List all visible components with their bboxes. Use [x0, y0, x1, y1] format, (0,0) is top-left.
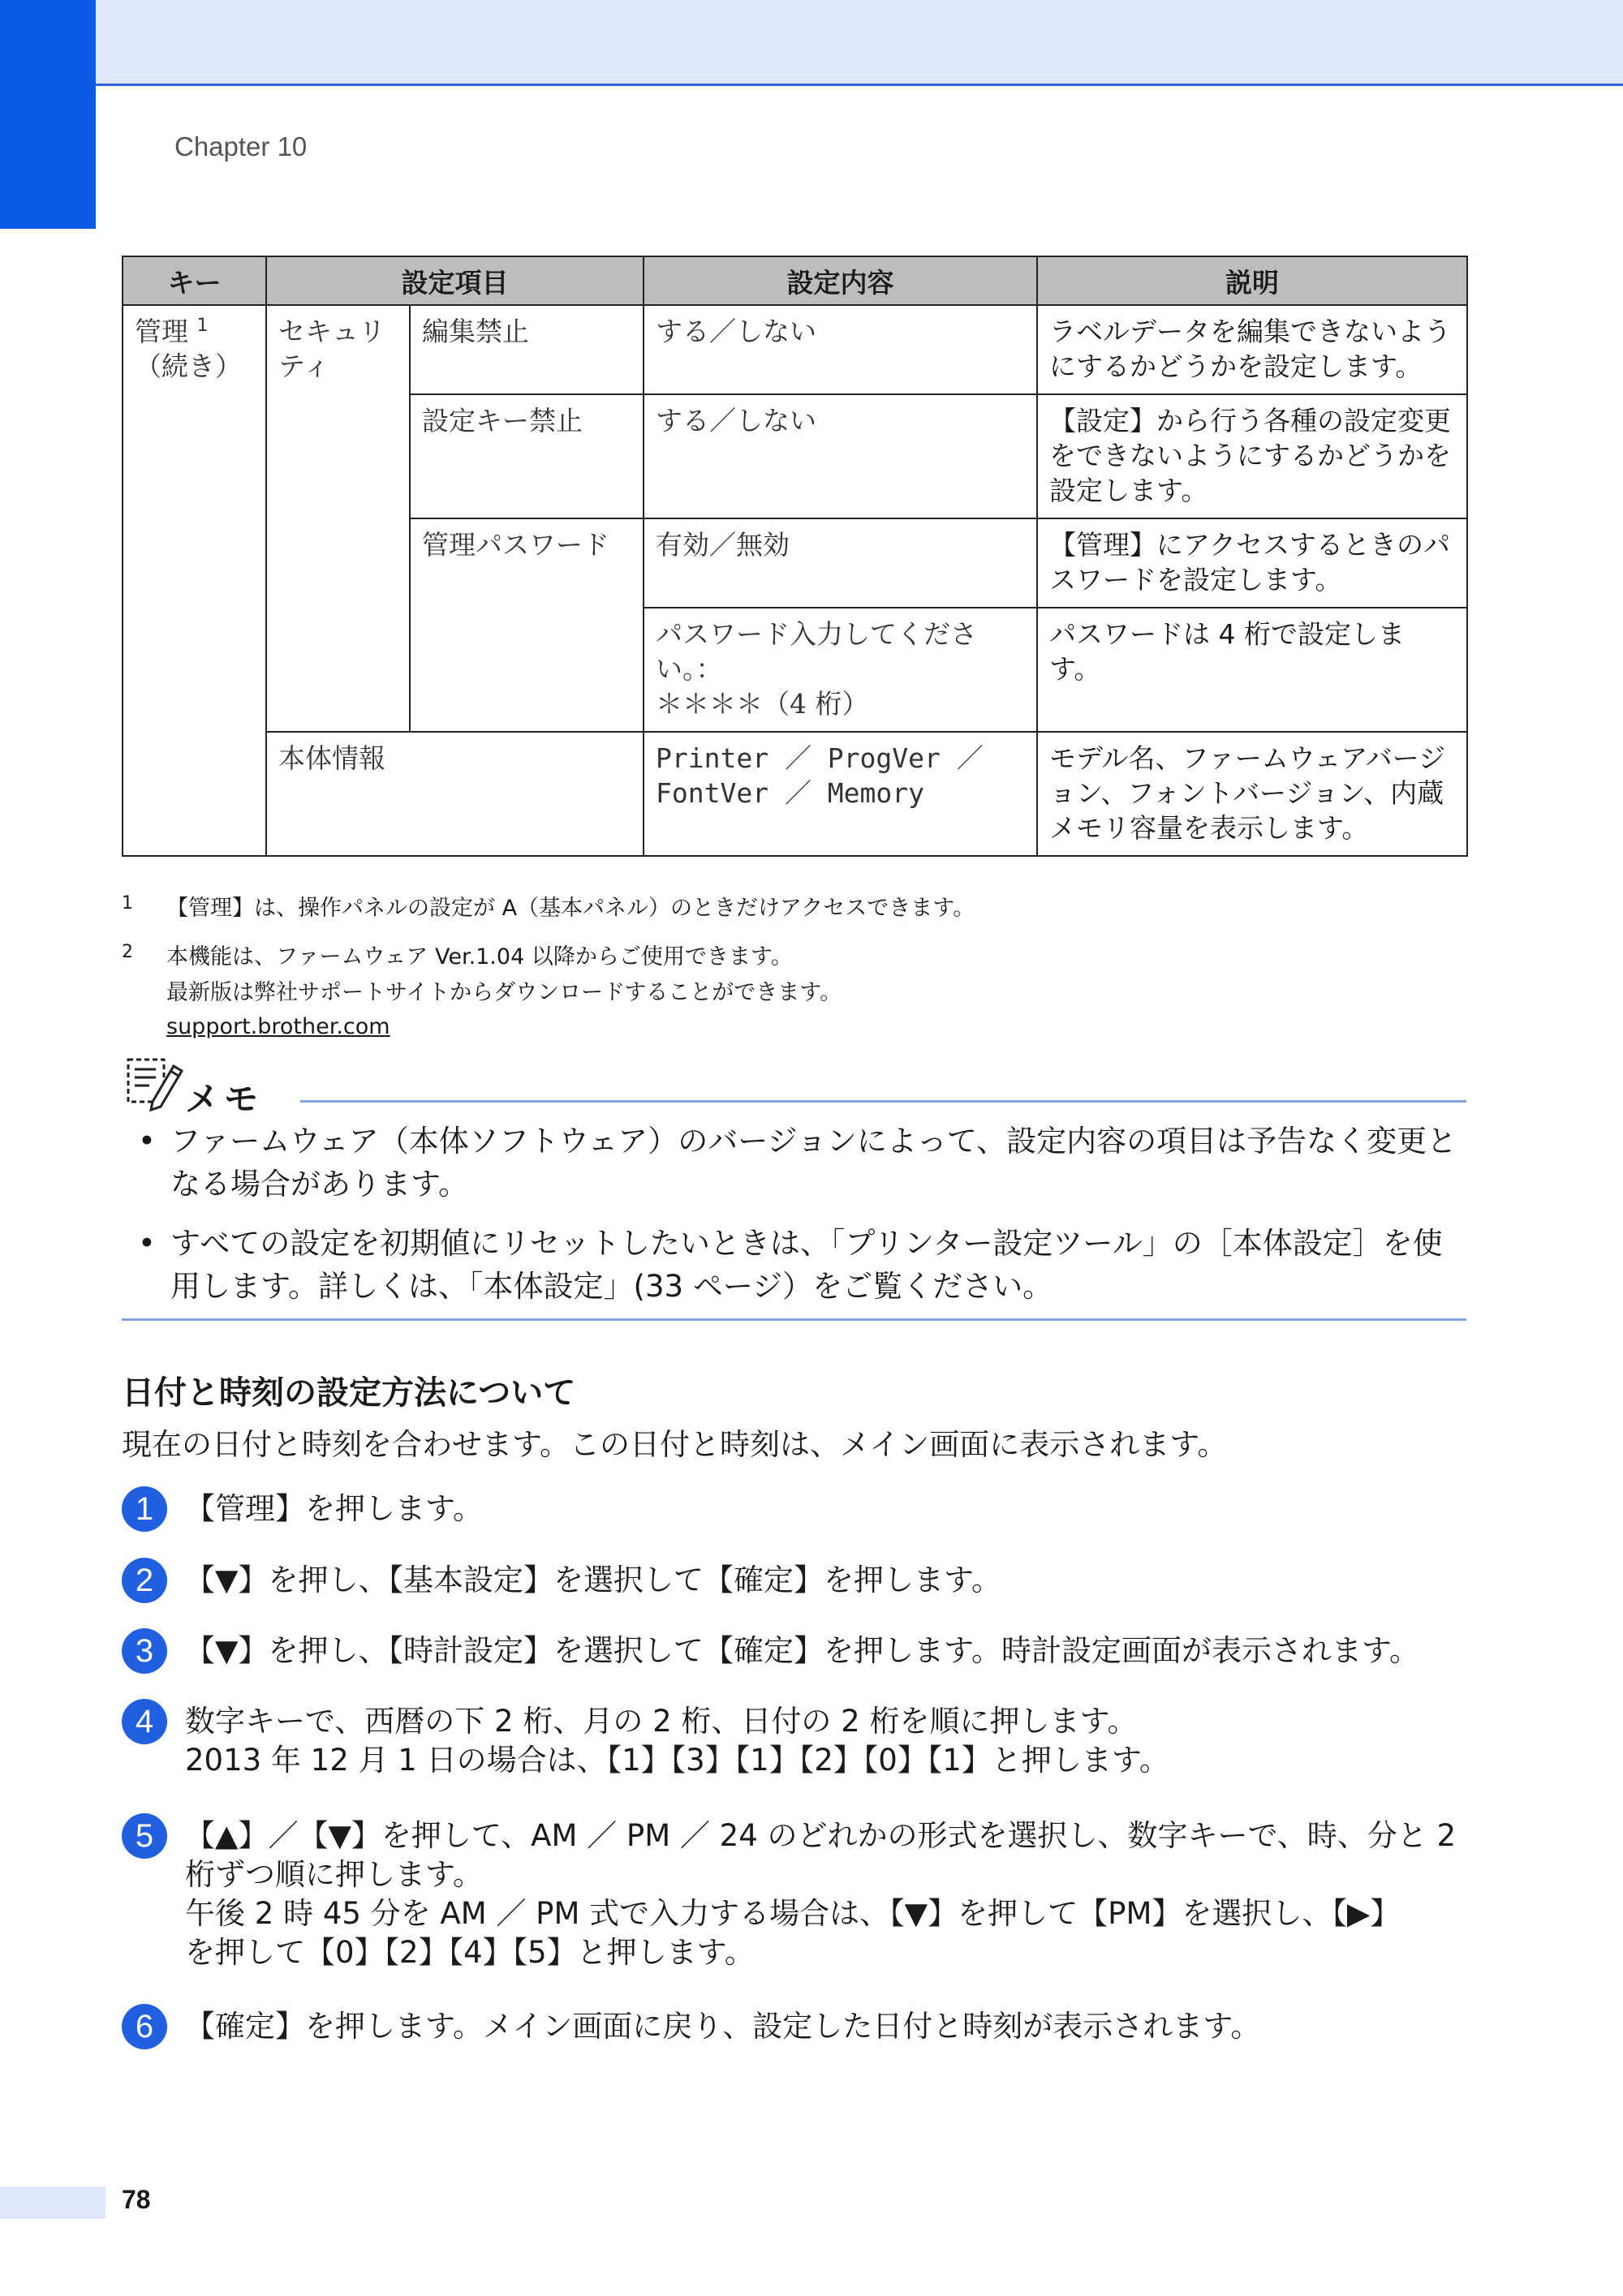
- step-text: 2013 年 12 月 1 日の場合は、【1】【3】【1】【2】【0】【1】と押します。: [185, 1743, 1169, 1778]
- header-rule: [96, 84, 1623, 86]
- step-number-badge: 4: [122, 1699, 167, 1744]
- memo-pencil-icon: [123, 1055, 187, 1113]
- desc-cell: パスワードは 4 桁で設定します。: [1037, 608, 1467, 732]
- support-link[interactable]: support.brother.com: [166, 1014, 390, 1039]
- step-text: 桁ずつ順に押します。: [185, 1857, 484, 1892]
- footnote-link-wrap: [166, 1009, 390, 1045]
- section-intro: 現在の日付と時刻を合わせます。この日付と時刻は、メイン画面に表示されます。: [122, 1427, 1228, 1462]
- footnote-text: 【管理】は、操作パネルの設定が A（基本パネル）のときだけアクセスできます。: [166, 896, 975, 921]
- footnote-text: 最新版は弊社サポートサイトからダウンロードすることができます。: [166, 980, 842, 1005]
- step-text: 午後 2 時 45 分を AM ／ PM 式で入力する場合は、【▼】を押して【PM】を選択し、【▶】: [185, 1896, 1401, 1931]
- footnote-ref: 1: [196, 316, 209, 336]
- step-text: 【▲】／【▼】を押して、AM ／ PM ／ 24 のどれかの形式を選択し、数字キーで、時、分と 2: [185, 1818, 1457, 1853]
- desc-cell: モデル名、ファームウェアバージョン、フォントバージョン、内蔵メモリ容量を表示します。: [1037, 732, 1467, 856]
- header-key: キー: [123, 256, 266, 305]
- key-label: 管理: [135, 316, 188, 347]
- header-band: [0, 0, 1623, 85]
- category-cell: セキュリティ: [266, 305, 410, 732]
- password-mask: ＊＊＊＊（4 桁）: [656, 688, 869, 720]
- password-prompt: パスワード入力してください。：: [656, 618, 977, 685]
- memo-text: すべての設定を初期値にリセットしたいときは、「プリンター設定ツール」の［本体設定］を使用します。詳しくは、「本体設定」(33 ページ）をご覧ください。: [170, 1226, 1443, 1304]
- memo-divider: [300, 1100, 1466, 1103]
- table-row: [123, 305, 1467, 394]
- step-text: を押して【0】【2】【4】【5】と押します。: [185, 1935, 755, 1970]
- content-cell: Printer ／ ProgVer ／ FontVer ／ Memory: [644, 732, 1037, 856]
- step-number-badge: 5: [122, 1813, 167, 1859]
- item-cell: 編集禁止: [410, 305, 644, 394]
- memo-list: [138, 1120, 1469, 1324]
- content-cell: 有効／無効: [644, 518, 1037, 608]
- key-continued: （続き）: [135, 350, 242, 382]
- step-text: 【▼】を押し、【基本設定】を選択して【確定】を押します。: [185, 1563, 1001, 1597]
- step-text: 【確定】を押します。メイン画面に戻り、設定した日付と時刻が表示されます。: [185, 2009, 1261, 2044]
- desc-cell: 【管理】にアクセスするときのパスワードを設定します。: [1037, 518, 1467, 608]
- step-number-badge: 6: [122, 2004, 167, 2049]
- content-cell: する／しない: [644, 305, 1037, 394]
- memo-text: ファームウェア（本体ソフトウェア）のバージョンによって、設定内容の項目は予告なく変更となる場合があります。: [170, 1124, 1457, 1202]
- table-row: [123, 732, 1467, 856]
- key-cell: [123, 305, 266, 856]
- footnote-number: 2: [122, 942, 133, 962]
- table-header-row: [123, 256, 1467, 305]
- header-desc: 説明: [1037, 256, 1467, 305]
- content-cell: [644, 608, 1037, 732]
- step-number-badge: 3: [122, 1628, 167, 1674]
- footnote-text: 本機能は、ファームウェア Ver.1.04 以降からご使用できます。: [166, 944, 793, 970]
- desc-cell: 【設定】から行う各種の設定変更をできないようにするかどうかを設定します。: [1037, 394, 1467, 518]
- chapter-label: Chapter 10: [174, 131, 308, 161]
- list-item: • すべての設定を初期値にリセットしたいときは、「プリンター設定ツール」の［本体設定］を使用します。詳しくは、「本体設定」(33 ページ）をご覧ください。: [138, 1226, 1443, 1304]
- step-text: 【管理】を押します。: [185, 1491, 484, 1526]
- chapter-tab: [0, 0, 96, 229]
- section-title: 日付と時刻の設定方法について: [122, 1374, 576, 1412]
- memo-title: メモ: [185, 1079, 264, 1119]
- settings-table: [122, 256, 1468, 857]
- footnote-number: 1: [122, 893, 133, 914]
- content-cell: する／しない: [644, 394, 1037, 518]
- desc-cell: ラベルデータを編集できないようにするかどうかを設定します。: [1037, 305, 1467, 394]
- memo-divider-bottom: [122, 1318, 1466, 1321]
- page-number-tab: [0, 2186, 105, 2219]
- step-number-badge: 2: [122, 1558, 167, 1603]
- item-cell: 本体情報: [266, 732, 644, 856]
- header-content: 設定内容: [644, 256, 1037, 305]
- page-number: 78: [122, 2185, 151, 2214]
- header-item: 設定項目: [266, 256, 644, 305]
- step-text: 【▼】を押し、【時計設定】を選択して【確定】を押します。時計設定画面が表示されます。: [185, 1633, 1420, 1668]
- step-number-badge: 1: [122, 1486, 167, 1532]
- item-cell: 管理パスワード: [410, 518, 644, 732]
- item-cell: 設定キー禁止: [410, 394, 644, 518]
- list-item: • ファームウェア（本体ソフトウェア）のバージョンによって、設定内容の項目は予告なく変更となる場合があります。: [138, 1124, 1457, 1202]
- step-text: 数字キーで、西暦の下 2 桁、月の 2 桁、日付の 2 桁を順に押します。: [185, 1704, 1138, 1739]
